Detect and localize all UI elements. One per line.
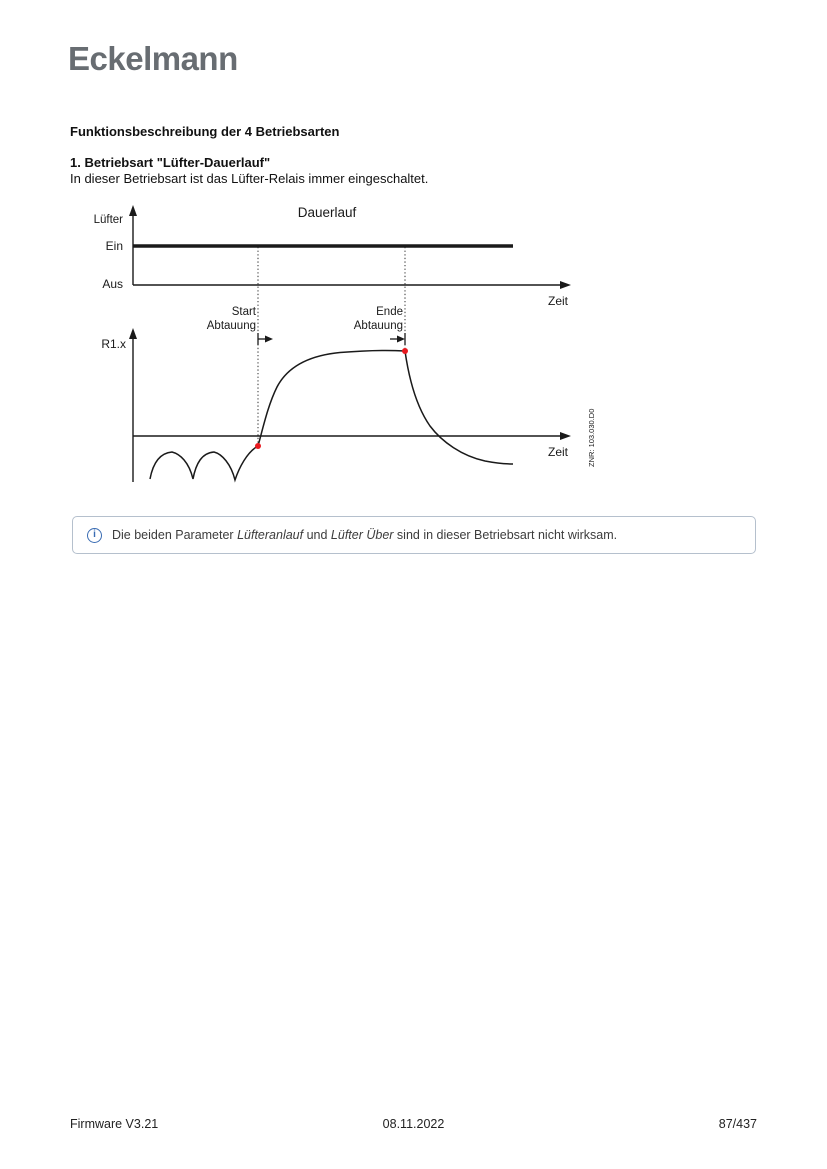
sensor-axis-label: R1.x <box>101 337 126 351</box>
defrost-start-label-line2: Abtauung <box>206 320 256 332</box>
top-x-axis-arrow-icon <box>560 281 571 289</box>
drawing-number: ZNR: 103.030.D0 <box>587 408 596 467</box>
sawtooth-curve <box>150 446 258 480</box>
subsection <box>70 155 428 187</box>
top-y-axis-arrow-icon <box>129 205 137 216</box>
time-label-top: Zeit <box>547 294 568 308</box>
footer-firmware-version: Firmware V3.21 <box>70 1117 159 1131</box>
fan-axis-label: Lüfter <box>93 214 123 226</box>
note-conjunction: und <box>303 528 331 542</box>
footer-page-number: 87/437 <box>718 1117 757 1131</box>
footer-date: 08.11.2022 <box>382 1117 445 1131</box>
note-suffix: sind in dieser Betriebsart nicht wirksam. <box>393 528 618 542</box>
defrost-rise-curve <box>258 351 405 447</box>
intro-text: In dieser Betriebsart ist das Lüfter-Relais immer eingeschaltet. <box>70 171 429 186</box>
decay-curve <box>405 351 513 464</box>
defrost-end-arrow-icon <box>390 333 405 345</box>
defrost-start-label-line1: Start <box>231 306 256 318</box>
page-footer <box>0 1117 827 1137</box>
fan-mode-diagram <box>70 198 615 490</box>
defrost-end-label-line2: Abtauung <box>353 320 403 332</box>
defrost-start-arrow-icon <box>258 333 273 345</box>
note-prefix: Die beiden Parameter <box>112 528 238 542</box>
time-label-bottom: Zeit <box>547 445 568 459</box>
bottom-y-axis-arrow-icon <box>129 328 137 339</box>
eckelmann-logo: Eckelmann <box>68 40 238 77</box>
section-title: Funktionsbeschreibung der 4 Betriebsarten <box>70 124 340 139</box>
defrost-end-label-line1: Ende <box>376 306 403 318</box>
fan-off-label: Aus <box>102 277 123 291</box>
note-text <box>112 528 617 542</box>
subsection-title: 1. Betriebsart "Lüfter-Dauerlauf" <box>70 155 271 170</box>
diagram-svg <box>70 198 615 490</box>
defrost-end-marker <box>402 348 408 354</box>
note-param2: Lüfter Über <box>330 528 394 542</box>
note-param1: Lüfteranlauf <box>237 528 304 542</box>
info-note <box>72 516 756 554</box>
bottom-x-axis-arrow-icon <box>560 432 571 440</box>
info-icon: i <box>87 528 102 543</box>
defrost-start-marker <box>255 443 261 449</box>
diagram-title: Dauerlauf <box>297 205 357 220</box>
fan-on-label: Ein <box>105 239 123 253</box>
